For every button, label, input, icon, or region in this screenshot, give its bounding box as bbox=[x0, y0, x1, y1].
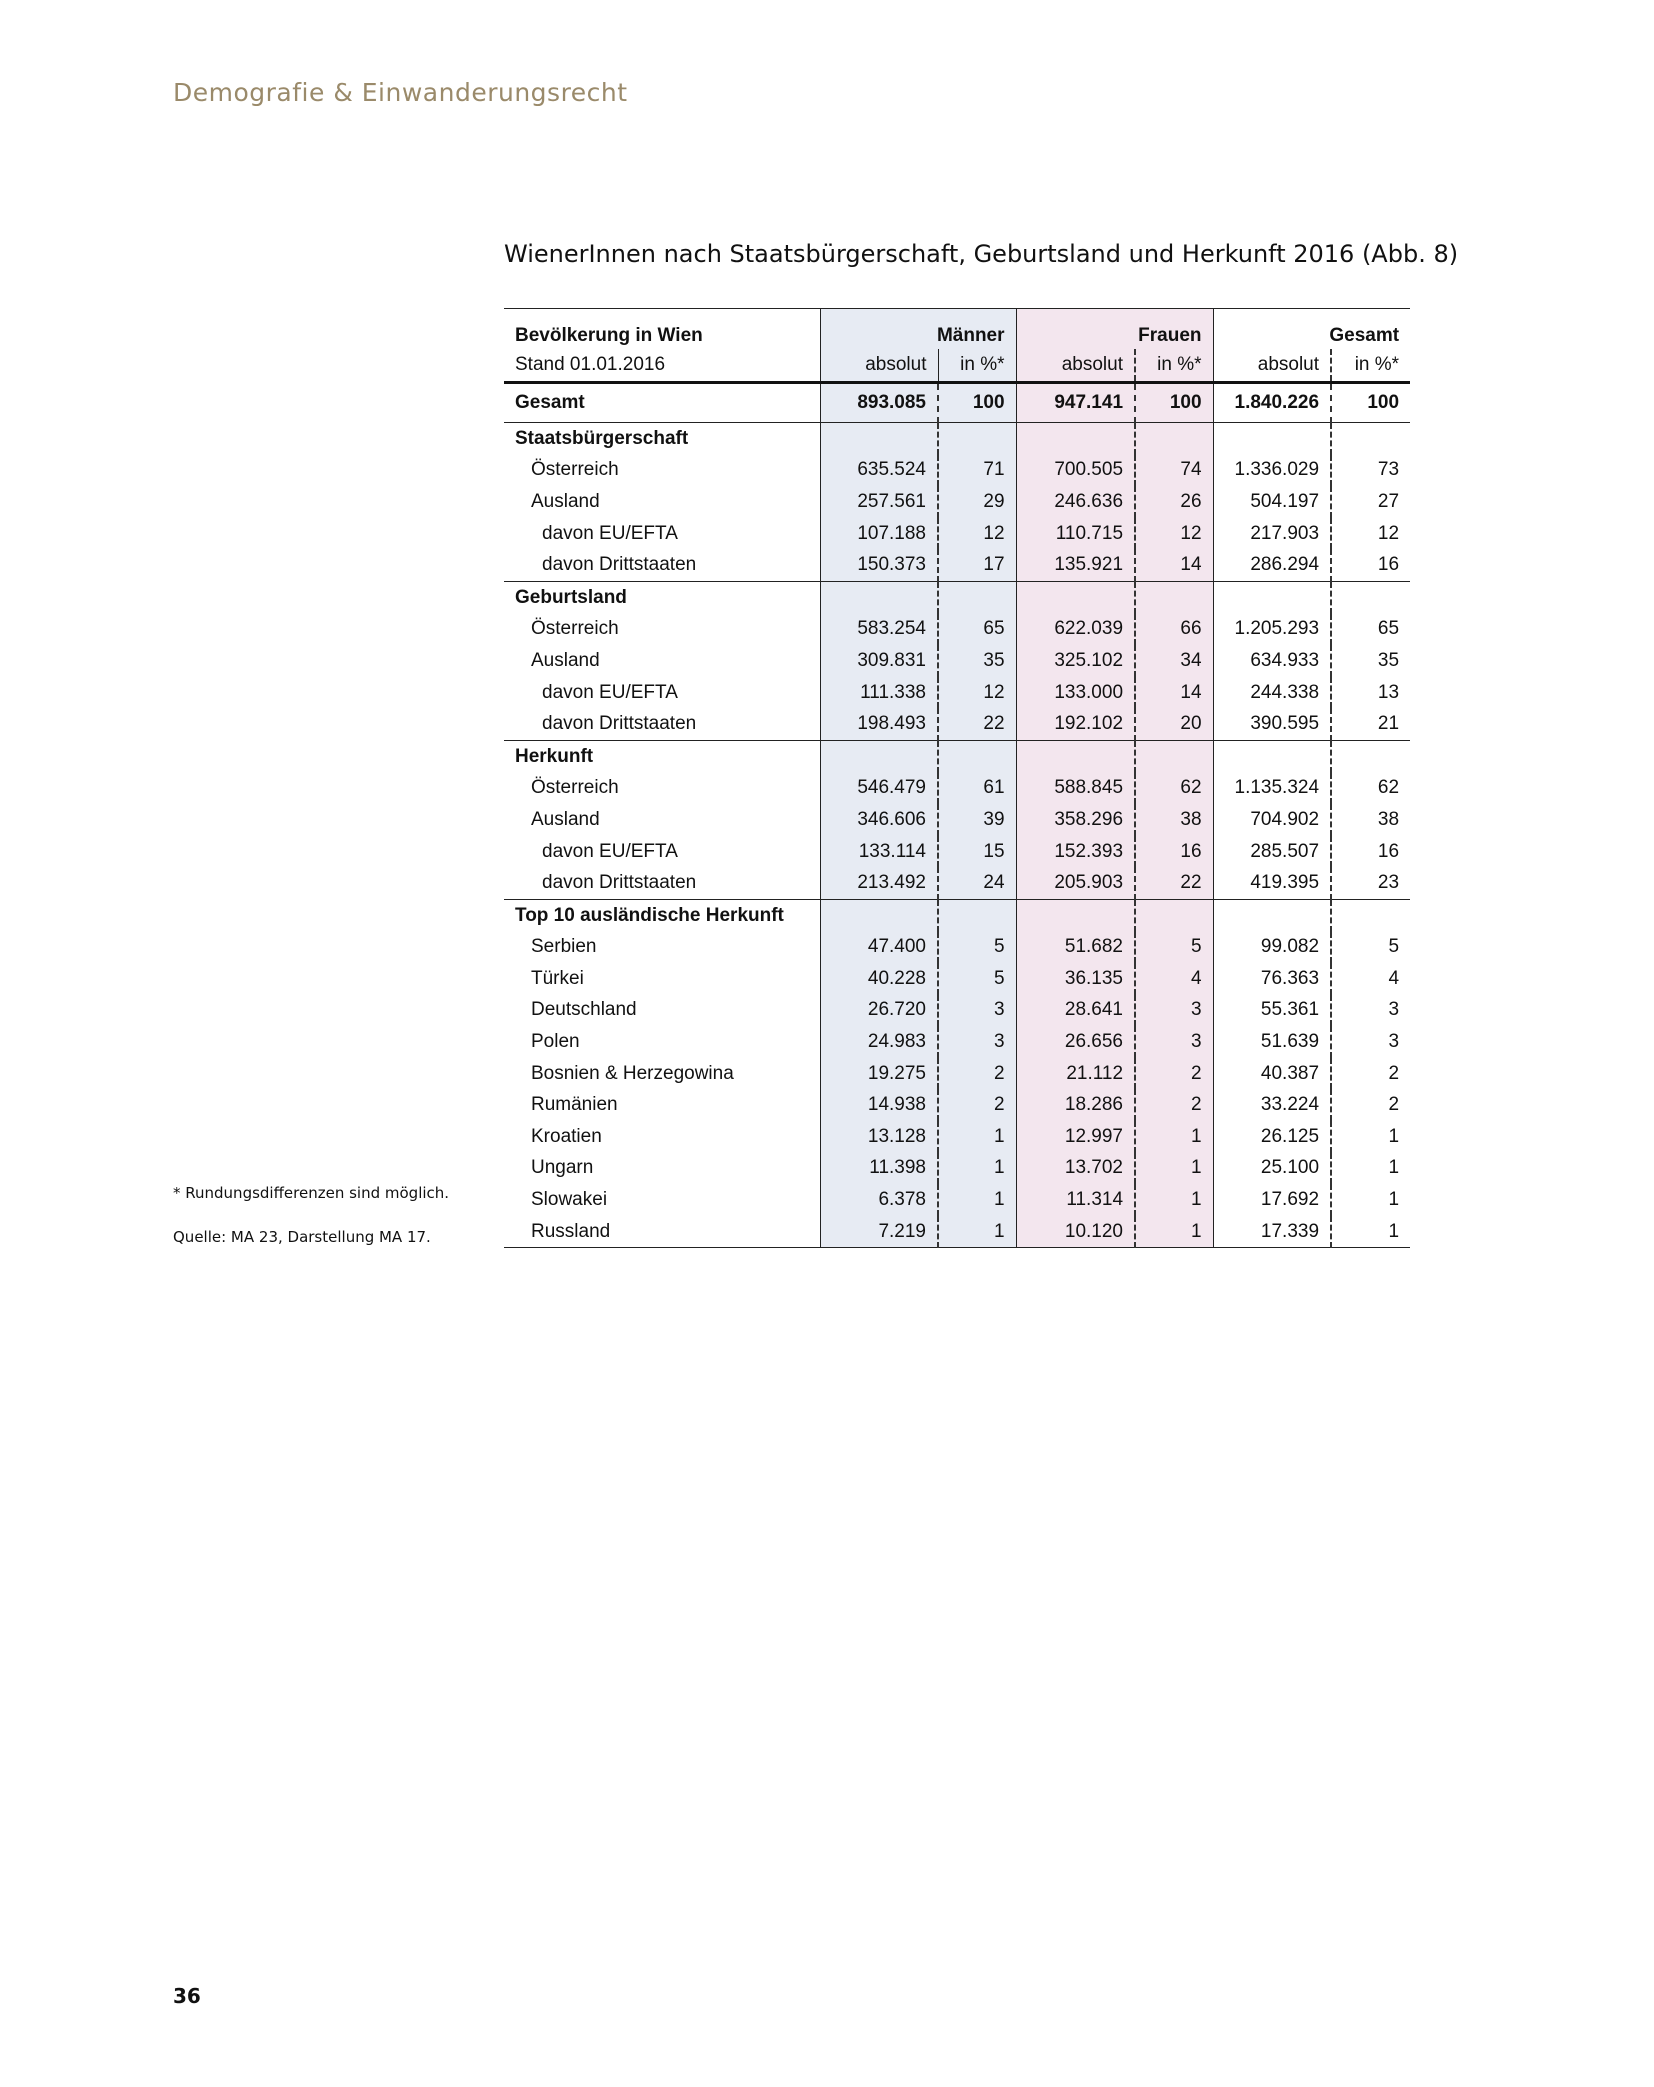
cell-pct-maenner: 5 bbox=[938, 932, 1016, 964]
header-pct-maenner: in %* bbox=[938, 349, 1016, 383]
figure-title: WienerInnen nach Staatsbürgerschaft, Geburtsland und Herkunft 2016 (Abb. 8) bbox=[504, 240, 1459, 268]
table-row bbox=[504, 486, 1410, 518]
table-header-row-1 bbox=[504, 309, 1410, 350]
header-abs-gesamt: absolut bbox=[1213, 349, 1331, 383]
cell-pct-maenner: 65 bbox=[938, 614, 1016, 646]
cell-pct-gesamt: 16 bbox=[1331, 836, 1410, 868]
section-blank-cell bbox=[938, 581, 1016, 613]
cell-pct-gesamt: 2 bbox=[1331, 1089, 1410, 1121]
cell-pct-frauen: 1 bbox=[1135, 1216, 1213, 1248]
row-label: Ausland bbox=[531, 808, 600, 830]
row-label: Russland bbox=[504, 1216, 820, 1248]
header-date: Stand 01.01.2016 bbox=[515, 354, 666, 375]
total-abs-gesamt: 1.840.226 bbox=[1213, 383, 1331, 423]
cell-abs-gesamt: 55.361 bbox=[1213, 995, 1331, 1027]
table-row bbox=[504, 1216, 1410, 1248]
header-label: Bevölkerung in Wien bbox=[504, 309, 820, 350]
table-row bbox=[504, 932, 1410, 964]
cell-pct-frauen: 1 bbox=[1135, 1184, 1213, 1216]
cell-pct-frauen: 14 bbox=[1135, 677, 1213, 709]
section-blank-cell bbox=[1016, 423, 1135, 455]
row-label: davon Drittstaaten bbox=[542, 872, 697, 894]
cell-abs-maenner: 13.128 bbox=[820, 1121, 938, 1153]
cell-pct-gesamt: 13 bbox=[1331, 677, 1410, 709]
total-abs-maenner: 893.085 bbox=[820, 383, 938, 423]
cell-abs-gesamt: 76.363 bbox=[1213, 963, 1331, 995]
row-label: davon EU/EFTA bbox=[542, 522, 678, 544]
cell-pct-frauen: 74 bbox=[1135, 455, 1213, 487]
total-abs-frauen: 947.141 bbox=[1016, 383, 1135, 423]
header-group-maenner: Männer bbox=[820, 309, 1016, 350]
section-blank-cell bbox=[820, 740, 938, 772]
section-blank-cell bbox=[1016, 581, 1135, 613]
cell-pct-frauen: 3 bbox=[1135, 1026, 1213, 1058]
cell-abs-frauen: 13.702 bbox=[1016, 1153, 1135, 1185]
table-row bbox=[504, 963, 1410, 995]
table-row bbox=[504, 1153, 1410, 1185]
cell-pct-frauen: 5 bbox=[1135, 932, 1213, 964]
section-blank-cell bbox=[1016, 899, 1135, 931]
section-header-row bbox=[504, 740, 1410, 772]
row-label: Slowakei bbox=[531, 1189, 608, 1211]
table-row bbox=[504, 518, 1410, 550]
section-blank-cell bbox=[1213, 740, 1331, 772]
cell-pct-maenner: 1 bbox=[938, 1153, 1016, 1185]
cell-abs-gesamt: 33.224 bbox=[1213, 1089, 1331, 1121]
cell-abs-gesamt: 99.082 bbox=[1213, 932, 1331, 964]
section-blank-cell bbox=[938, 740, 1016, 772]
section-blank-cell bbox=[820, 899, 938, 931]
section-blank-cell bbox=[1135, 423, 1213, 455]
cell-abs-maenner: 107.188 bbox=[820, 518, 938, 550]
section-header-row bbox=[504, 899, 1410, 931]
population-table bbox=[504, 308, 1410, 1248]
cell-abs-maenner: 346.606 bbox=[820, 804, 938, 836]
cell-pct-frauen: 2 bbox=[1135, 1089, 1213, 1121]
cell-pct-gesamt: 1 bbox=[1331, 1153, 1410, 1185]
cell-abs-frauen: 152.393 bbox=[1016, 836, 1135, 868]
cell-pct-maenner: 1 bbox=[938, 1216, 1016, 1248]
cell-pct-maenner: 5 bbox=[938, 963, 1016, 995]
cell-abs-frauen: 110.715 bbox=[1016, 518, 1135, 550]
cell-abs-maenner: 19.275 bbox=[820, 1058, 938, 1090]
cell-abs-gesamt: 51.639 bbox=[1213, 1026, 1331, 1058]
section-blank-cell bbox=[1135, 581, 1213, 613]
row-label: Österreich bbox=[531, 618, 619, 640]
row-label: Kroatien bbox=[531, 1125, 602, 1147]
header-abs-frauen: absolut bbox=[1016, 349, 1135, 383]
section-title: Herkunft bbox=[504, 740, 820, 772]
population-table-container bbox=[504, 308, 1410, 1248]
header-group-frauen: Frauen bbox=[1016, 309, 1213, 350]
cell-pct-frauen: 38 bbox=[1135, 804, 1213, 836]
cell-abs-frauen: 51.682 bbox=[1016, 932, 1135, 964]
cell-pct-maenner: 35 bbox=[938, 645, 1016, 677]
cell-abs-maenner: 133.114 bbox=[820, 836, 938, 868]
row-label: davon EU/EFTA bbox=[542, 681, 678, 703]
cell-pct-gesamt: 1 bbox=[1331, 1216, 1410, 1248]
cell-abs-gesamt: 390.595 bbox=[1213, 708, 1331, 740]
table-row bbox=[504, 1089, 1410, 1121]
cell-abs-frauen: 325.102 bbox=[1016, 645, 1135, 677]
cell-abs-gesamt: 17.692 bbox=[1213, 1184, 1331, 1216]
section-blank-cell bbox=[820, 581, 938, 613]
cell-abs-maenner: 309.831 bbox=[820, 645, 938, 677]
cell-abs-frauen: 700.505 bbox=[1016, 455, 1135, 487]
cell-abs-gesamt: 285.507 bbox=[1213, 836, 1331, 868]
table-row bbox=[504, 1184, 1410, 1216]
cell-pct-maenner: 71 bbox=[938, 455, 1016, 487]
cell-abs-gesamt: 40.387 bbox=[1213, 1058, 1331, 1090]
footnote-rounding: * Rundungsdifferenzen sind möglich. bbox=[173, 1184, 450, 1202]
total-pct-maenner: 100 bbox=[938, 383, 1016, 423]
row-label: Ausland bbox=[531, 649, 600, 671]
cell-abs-maenner: 47.400 bbox=[820, 932, 938, 964]
row-label: Ausland bbox=[531, 490, 600, 512]
cell-abs-frauen: 11.314 bbox=[1016, 1184, 1135, 1216]
cell-pct-maenner: 3 bbox=[938, 995, 1016, 1027]
cell-abs-maenner: 546.479 bbox=[820, 773, 938, 805]
cell-abs-gesamt: 704.902 bbox=[1213, 804, 1331, 836]
cell-abs-frauen: 135.921 bbox=[1016, 549, 1135, 581]
cell-abs-maenner: 24.983 bbox=[820, 1026, 938, 1058]
cell-pct-maenner: 1 bbox=[938, 1184, 1016, 1216]
cell-abs-maenner: 6.378 bbox=[820, 1184, 938, 1216]
total-pct-gesamt: 100 bbox=[1331, 383, 1410, 423]
cell-pct-gesamt: 21 bbox=[1331, 708, 1410, 740]
cell-pct-maenner: 29 bbox=[938, 486, 1016, 518]
table-row bbox=[504, 1121, 1410, 1153]
cell-abs-frauen: 588.845 bbox=[1016, 773, 1135, 805]
table-row bbox=[504, 1026, 1410, 1058]
cell-pct-gesamt: 27 bbox=[1331, 486, 1410, 518]
cell-abs-maenner: 150.373 bbox=[820, 549, 938, 581]
cell-abs-maenner: 14.938 bbox=[820, 1089, 938, 1121]
row-label: davon Drittstaaten bbox=[542, 554, 697, 576]
cell-pct-frauen: 12 bbox=[1135, 518, 1213, 550]
cell-pct-frauen: 34 bbox=[1135, 645, 1213, 677]
cell-pct-frauen: 22 bbox=[1135, 867, 1213, 899]
cell-abs-gesamt: 504.197 bbox=[1213, 486, 1331, 518]
table-header-row-2 bbox=[504, 349, 1410, 383]
row-label: Österreich bbox=[531, 459, 619, 481]
cell-abs-gesamt: 244.338 bbox=[1213, 677, 1331, 709]
table-row bbox=[504, 867, 1410, 899]
cell-abs-gesamt: 286.294 bbox=[1213, 549, 1331, 581]
section-blank-cell bbox=[1331, 423, 1410, 455]
cell-pct-gesamt: 73 bbox=[1331, 455, 1410, 487]
cell-abs-frauen: 192.102 bbox=[1016, 708, 1135, 740]
cell-abs-gesamt: 26.125 bbox=[1213, 1121, 1331, 1153]
cell-abs-maenner: 257.561 bbox=[820, 486, 938, 518]
table-row bbox=[504, 804, 1410, 836]
cell-pct-gesamt: 3 bbox=[1331, 1026, 1410, 1058]
cell-abs-frauen: 246.636 bbox=[1016, 486, 1135, 518]
header-group-gesamt: Gesamt bbox=[1213, 309, 1410, 350]
section-blank-cell bbox=[1213, 423, 1331, 455]
cell-abs-frauen: 205.903 bbox=[1016, 867, 1135, 899]
cell-pct-frauen: 66 bbox=[1135, 614, 1213, 646]
cell-pct-frauen: 2 bbox=[1135, 1058, 1213, 1090]
section-blank-cell bbox=[1331, 581, 1410, 613]
section-blank-cell bbox=[938, 899, 1016, 931]
cell-abs-maenner: 213.492 bbox=[820, 867, 938, 899]
cell-pct-maenner: 2 bbox=[938, 1058, 1016, 1090]
row-label: Polen bbox=[531, 1031, 580, 1053]
section-blank-cell bbox=[1331, 740, 1410, 772]
cell-abs-frauen: 28.641 bbox=[1016, 995, 1135, 1027]
table-row bbox=[504, 549, 1410, 581]
section-title: Geburtsland bbox=[504, 581, 820, 613]
cell-pct-maenner: 1 bbox=[938, 1121, 1016, 1153]
cell-pct-maenner: 2 bbox=[938, 1089, 1016, 1121]
cell-abs-gesamt: 25.100 bbox=[1213, 1153, 1331, 1185]
cell-abs-maenner: 26.720 bbox=[820, 995, 938, 1027]
cell-abs-gesamt: 634.933 bbox=[1213, 645, 1331, 677]
cell-pct-maenner: 3 bbox=[938, 1026, 1016, 1058]
total-pct-frauen: 100 bbox=[1135, 383, 1213, 423]
section-blank-cell bbox=[1213, 899, 1331, 931]
cell-pct-gesamt: 2 bbox=[1331, 1058, 1410, 1090]
section-blank-cell bbox=[820, 423, 938, 455]
row-label: davon Drittstaaten bbox=[542, 713, 697, 735]
cell-pct-gesamt: 62 bbox=[1331, 773, 1410, 805]
cell-pct-maenner: 39 bbox=[938, 804, 1016, 836]
cell-abs-gesamt: 1.205.293 bbox=[1213, 614, 1331, 646]
cell-pct-maenner: 61 bbox=[938, 773, 1016, 805]
page-number: 36 bbox=[173, 1984, 201, 2008]
cell-pct-frauen: 1 bbox=[1135, 1153, 1213, 1185]
cell-abs-frauen: 18.286 bbox=[1016, 1089, 1135, 1121]
cell-pct-gesamt: 65 bbox=[1331, 614, 1410, 646]
cell-abs-maenner: 635.524 bbox=[820, 455, 938, 487]
cell-pct-gesamt: 38 bbox=[1331, 804, 1410, 836]
table-row bbox=[504, 773, 1410, 805]
row-label: Ungarn bbox=[531, 1157, 594, 1179]
cell-pct-gesamt: 5 bbox=[1331, 932, 1410, 964]
cell-pct-maenner: 15 bbox=[938, 836, 1016, 868]
row-label: Deutschland bbox=[531, 999, 637, 1021]
section-blank-cell bbox=[1135, 899, 1213, 931]
section-blank-cell bbox=[938, 423, 1016, 455]
table-row bbox=[504, 677, 1410, 709]
cell-pct-frauen: 26 bbox=[1135, 486, 1213, 518]
cell-abs-gesamt: 419.395 bbox=[1213, 867, 1331, 899]
cell-pct-frauen: 16 bbox=[1135, 836, 1213, 868]
section-blank-cell bbox=[1135, 740, 1213, 772]
cell-pct-gesamt: 23 bbox=[1331, 867, 1410, 899]
cell-pct-gesamt: 4 bbox=[1331, 963, 1410, 995]
table-row bbox=[504, 708, 1410, 740]
cell-abs-maenner: 7.219 bbox=[820, 1216, 938, 1248]
cell-abs-frauen: 21.112 bbox=[1016, 1058, 1135, 1090]
section-blank-cell bbox=[1016, 740, 1135, 772]
cell-pct-maenner: 24 bbox=[938, 867, 1016, 899]
total-label: Gesamt bbox=[504, 383, 820, 423]
cell-abs-frauen: 36.135 bbox=[1016, 963, 1135, 995]
cell-pct-frauen: 1 bbox=[1135, 1121, 1213, 1153]
cell-pct-frauen: 4 bbox=[1135, 963, 1213, 995]
row-label: Serbien bbox=[531, 936, 597, 958]
cell-abs-gesamt: 1.336.029 bbox=[1213, 455, 1331, 487]
header-pct-gesamt: in %* bbox=[1331, 349, 1410, 383]
section-title: Top 10 ausländische Herkunft bbox=[504, 899, 820, 931]
cell-abs-maenner: 40.228 bbox=[820, 963, 938, 995]
footnote-source: Quelle: MA 23, Darstellung MA 17. bbox=[173, 1228, 431, 1246]
cell-abs-maenner: 198.493 bbox=[820, 708, 938, 740]
cell-pct-maenner: 12 bbox=[938, 518, 1016, 550]
cell-abs-frauen: 622.039 bbox=[1016, 614, 1135, 646]
row-label: davon EU/EFTA bbox=[542, 840, 678, 862]
cell-pct-gesamt: 12 bbox=[1331, 518, 1410, 550]
header-abs-maenner: absolut bbox=[820, 349, 938, 383]
cell-pct-gesamt: 1 bbox=[1331, 1184, 1410, 1216]
cell-pct-gesamt: 16 bbox=[1331, 549, 1410, 581]
cell-pct-gesamt: 3 bbox=[1331, 995, 1410, 1027]
cell-abs-frauen: 10.120 bbox=[1016, 1216, 1135, 1248]
cell-pct-gesamt: 35 bbox=[1331, 645, 1410, 677]
table-row bbox=[504, 645, 1410, 677]
cell-abs-gesamt: 1.135.324 bbox=[1213, 773, 1331, 805]
section-title: Staatsbürgerschaft bbox=[504, 423, 820, 455]
table-row bbox=[504, 836, 1410, 868]
cell-abs-gesamt: 17.339 bbox=[1213, 1216, 1331, 1248]
section-header-row bbox=[504, 581, 1410, 613]
table-row bbox=[504, 995, 1410, 1027]
cell-pct-frauen: 14 bbox=[1135, 549, 1213, 581]
cell-pct-maenner: 12 bbox=[938, 677, 1016, 709]
cell-abs-maenner: 11.398 bbox=[820, 1153, 938, 1185]
table-body bbox=[504, 383, 1410, 1248]
header-pct-frauen: in %* bbox=[1135, 349, 1213, 383]
cell-abs-maenner: 583.254 bbox=[820, 614, 938, 646]
row-label: Bosnien & Herzegowina bbox=[531, 1062, 734, 1084]
table-row bbox=[504, 1058, 1410, 1090]
row-label: Türkei bbox=[531, 967, 584, 989]
cell-pct-frauen: 3 bbox=[1135, 995, 1213, 1027]
table-row bbox=[504, 614, 1410, 646]
cell-pct-frauen: 20 bbox=[1135, 708, 1213, 740]
row-label: Österreich bbox=[531, 777, 619, 799]
section-blank-cell bbox=[1331, 899, 1410, 931]
cell-abs-frauen: 358.296 bbox=[1016, 804, 1135, 836]
cell-abs-maenner: 111.338 bbox=[820, 677, 938, 709]
total-row bbox=[504, 383, 1410, 423]
table-row bbox=[504, 455, 1410, 487]
cell-pct-gesamt: 1 bbox=[1331, 1121, 1410, 1153]
row-label: Rumänien bbox=[531, 1094, 618, 1116]
running-header: Demografie & Einwanderungsrecht bbox=[173, 78, 628, 107]
section-header-row bbox=[504, 423, 1410, 455]
cell-abs-frauen: 12.997 bbox=[1016, 1121, 1135, 1153]
section-blank-cell bbox=[1213, 581, 1331, 613]
cell-pct-maenner: 22 bbox=[938, 708, 1016, 740]
cell-pct-frauen: 62 bbox=[1135, 773, 1213, 805]
cell-abs-frauen: 133.000 bbox=[1016, 677, 1135, 709]
cell-abs-gesamt: 217.903 bbox=[1213, 518, 1331, 550]
cell-pct-maenner: 17 bbox=[938, 549, 1016, 581]
cell-abs-frauen: 26.656 bbox=[1016, 1026, 1135, 1058]
